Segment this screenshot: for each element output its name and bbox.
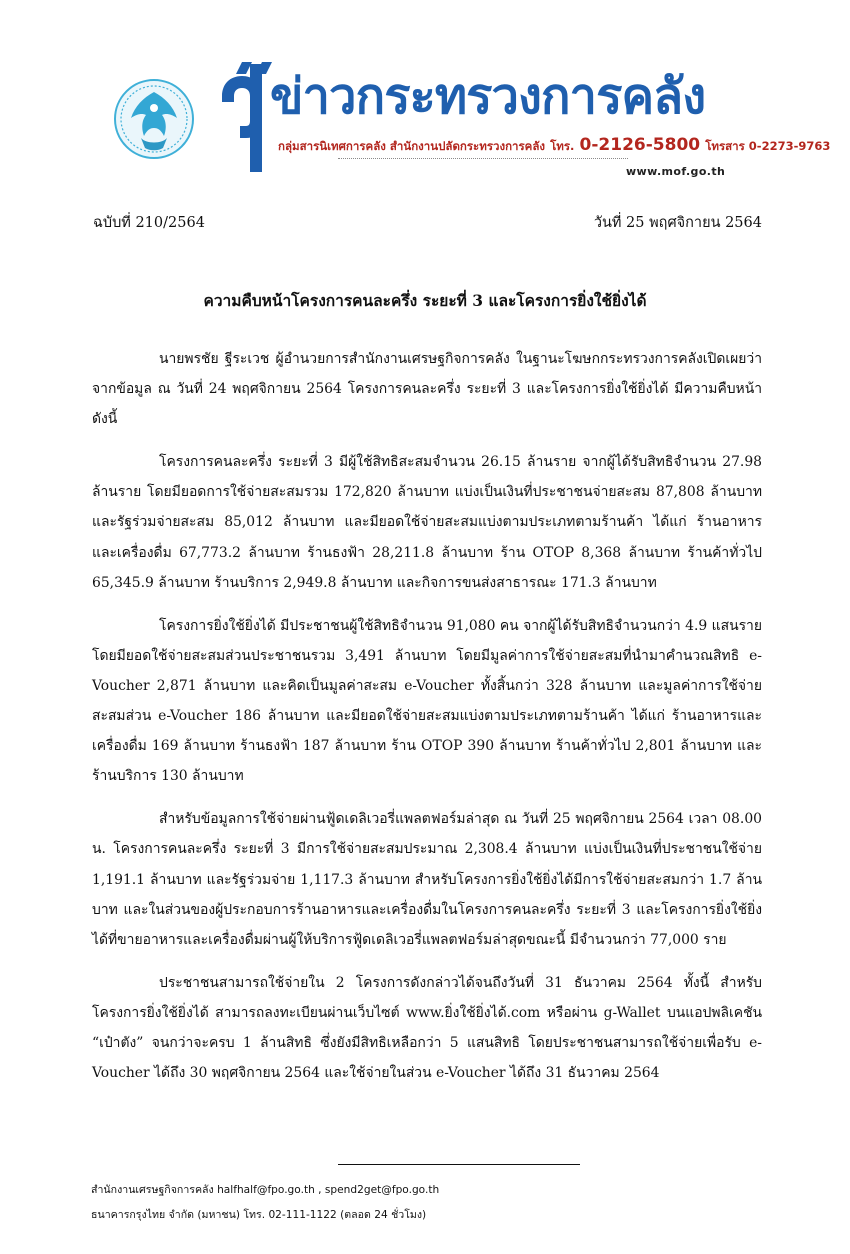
- issue-date: วันที่ 25 พฤศจิกายน 2564: [593, 215, 762, 231]
- paragraph: นายพรชัย ฐีระเวช ผู้อำนวยการสำนักงานเศรษฐกิจการคลัง ในฐานะโฆษกกระทรวงการคลังเปิดเผยว่า จากข้อมูล ณ วันที่ 24 พฤศจิกายน 2564 โครงการคนละครึ่ง ระยะที่ 3 และโครงการยิ่งใช้ยิ่งได้ มีความคืบหน้า ดังนี้: [92, 351, 762, 428]
- garuda-seal-icon: [113, 78, 195, 160]
- masthead-website: www.mof.go.th: [626, 165, 726, 178]
- masthead: [208, 62, 831, 192]
- masthead-divider: [338, 158, 628, 159]
- masthead-department: กลุ่มสารนิเทศการคลัง สำนักงานปลัดกระทรวงการคลัง: [278, 139, 546, 153]
- masthead-contact-bar: [278, 134, 831, 156]
- article-body: [92, 344, 762, 1101]
- footer-divider: [338, 1164, 580, 1165]
- footer-contact-fpo: สำนักงานเศรษฐกิจการคลัง halfhalf@fpo.go.th , spend2get@fpo.go.th: [91, 1184, 440, 1196]
- paragraph: โครงการคนละครึ่ง ระยะที่ 3 มีผู้ใช้สิทธิสะสมจำนวน 26.15 ล้านราย จากผู้ได้รับสิทธิจำนวน 27.98 ล้านราย โดยมียอดการใช้จ่ายสะสมรวม 172,820 ล้านบาท แบ่งเป็นเงินที่ประชาชนจ่ายสะสม 87,808 ล้านบาท และรัฐร่วมจ่ายสะสม 85,012 ล้านบาท และมียอดใช้จ่ายสะสมแบ่งตามประเภทตามร้านค้า ได้แก่ ร้านอาหาร และเครื่องดื่ม 67,773.2 ล้านบาท ร้านธงฟ้า 28,211.8 ล้านบาท ร้าน OTOP 8,368 ล้านบาท ร้านค้าทั่วไป 65,345.9 ล้านบาท ร้านบริการ 2,949.8 ล้านบาท และกิจการขนส่งสาธารณะ 171.3 ล้านบาท: [92, 454, 762, 591]
- paragraph: สำหรับข้อมูลการใช้จ่ายผ่านฟู้ดเดลิเวอรี่แพลตฟอร์มล่าสุด ณ วันที่ 25 พฤศจิกายน 2564 เวลา 08.00 น. โครงการคนละครึ่ง ระยะที่ 3 มีการใช้จ่ายสะสมประมาณ 2,308.4 ล้านบาท แบ่งเป็นเงินที่ประชาชนใช้จ่าย 1,191.1 ล้านบาท และรัฐร่วมจ่าย 1,117.3 ล้านบาท สำหรับโครงการยิ่งใช้ยิ่งได้มีการใช้จ่ายสะสมกว่า 1.7 ล้านบาท และในส่วนของผู้ประกอบการร้านอาหารและเครื่องดื่มในโครงการคนละครึ่ง ระยะที่ 3 และโครงการยิ่งใช้ยิ่งได้ที่ขายอาหารและเครื่องดื่มผ่านผู้ให้บริการฟู้ดเดลิเวอรี่แพลตฟอร์มล่าสุดขณะนี้ มีจำนวนกว่า 77,000 ราย: [92, 811, 762, 948]
- masthead-fax: โทรสาร 0-2273-9763: [705, 139, 831, 153]
- masthead-tel: 0-2126-5800: [579, 135, 701, 155]
- masthead-tel-label: โทร.: [550, 139, 575, 153]
- issue-number: ฉบับที่ 210/2564: [93, 215, 205, 231]
- page-title: ความคืบหน้าโครงการคนละครึ่ง ระยะที่ 3 และโครงการยิ่งใช้ยิ่งได้: [203, 291, 647, 310]
- paragraph: โครงการยิ่งใช้ยิ่งได้ มีประชาชนผู้ใช้สิทธิจำนวน 91,080 คน จากผู้ได้รับสิทธิจำนวนกว่า 4.9 แสนราย โดยมียอดใช้จ่ายสะสมส่วนประชาชนรวม 3,491 ล้านบาท โดยมีมูลค่าการใช้จ่ายสะสมที่นำมาคำนวณสิทธิ e-Voucher 2,871 ล้านบาท และคิดเป็นมูลค่าสะสม e-Voucher ทั้งสิ้นกว่า 328 ล้านบาท และมูลค่าการใช้จ่ายสะสมส่วน e-Voucher 186 ล้านบาท และมียอดใช้จ่ายสะสมแบ่งตามประเภทตามร้านค้า ได้แก่ ร้านอาหารและเครื่องดื่ม 169 ล้านบาท ร้านธงฟ้า 187 ล้านบาท ร้าน OTOP 390 ล้านบาท ร้านค้าทั่วไป 2,801 ล้านบาท และร้านบริการ 130 ล้านบาท: [92, 617, 762, 785]
- masthead-title: ข่าวกระทรวงการคลัง: [270, 68, 706, 125]
- footer-contact-bank: ธนาคารกรุงไทย จำกัด (มหาชน) โทร. 02-111-1122 (ตลอด 24 ชั่วโมง): [91, 1209, 427, 1221]
- paragraph: ประชาชนสามารถใช้จ่ายใน 2 โครงการดังกล่าวได้จนถึงวันที่ 31 ธันวาคม 2564 ทั้งนี้ สำหรับโครงการยิ่งใช้ยิ่งได้ สามารถลงทะเบียนผ่านเว็บไซต์ www.ยิ่งใช้ยิ่งได้.com หรือผ่าน g-Wallet บนแอปพลิเคชัน “เป๋าตัง” จนกว่าจะครบ 1 ล้านสิทธิ ซึ่งยังมีสิทธิเหลือกว่า 5 แสนสิทธิ โดยประชาชนสามารถใช้จ่ายเพื่อรับ e-Voucher ได้ถึง 30 พฤศจิกายน 2564 และใช้จ่ายในส่วน e-Voucher ได้ถึง 31 ธันวาคม 2564: [92, 974, 762, 1082]
